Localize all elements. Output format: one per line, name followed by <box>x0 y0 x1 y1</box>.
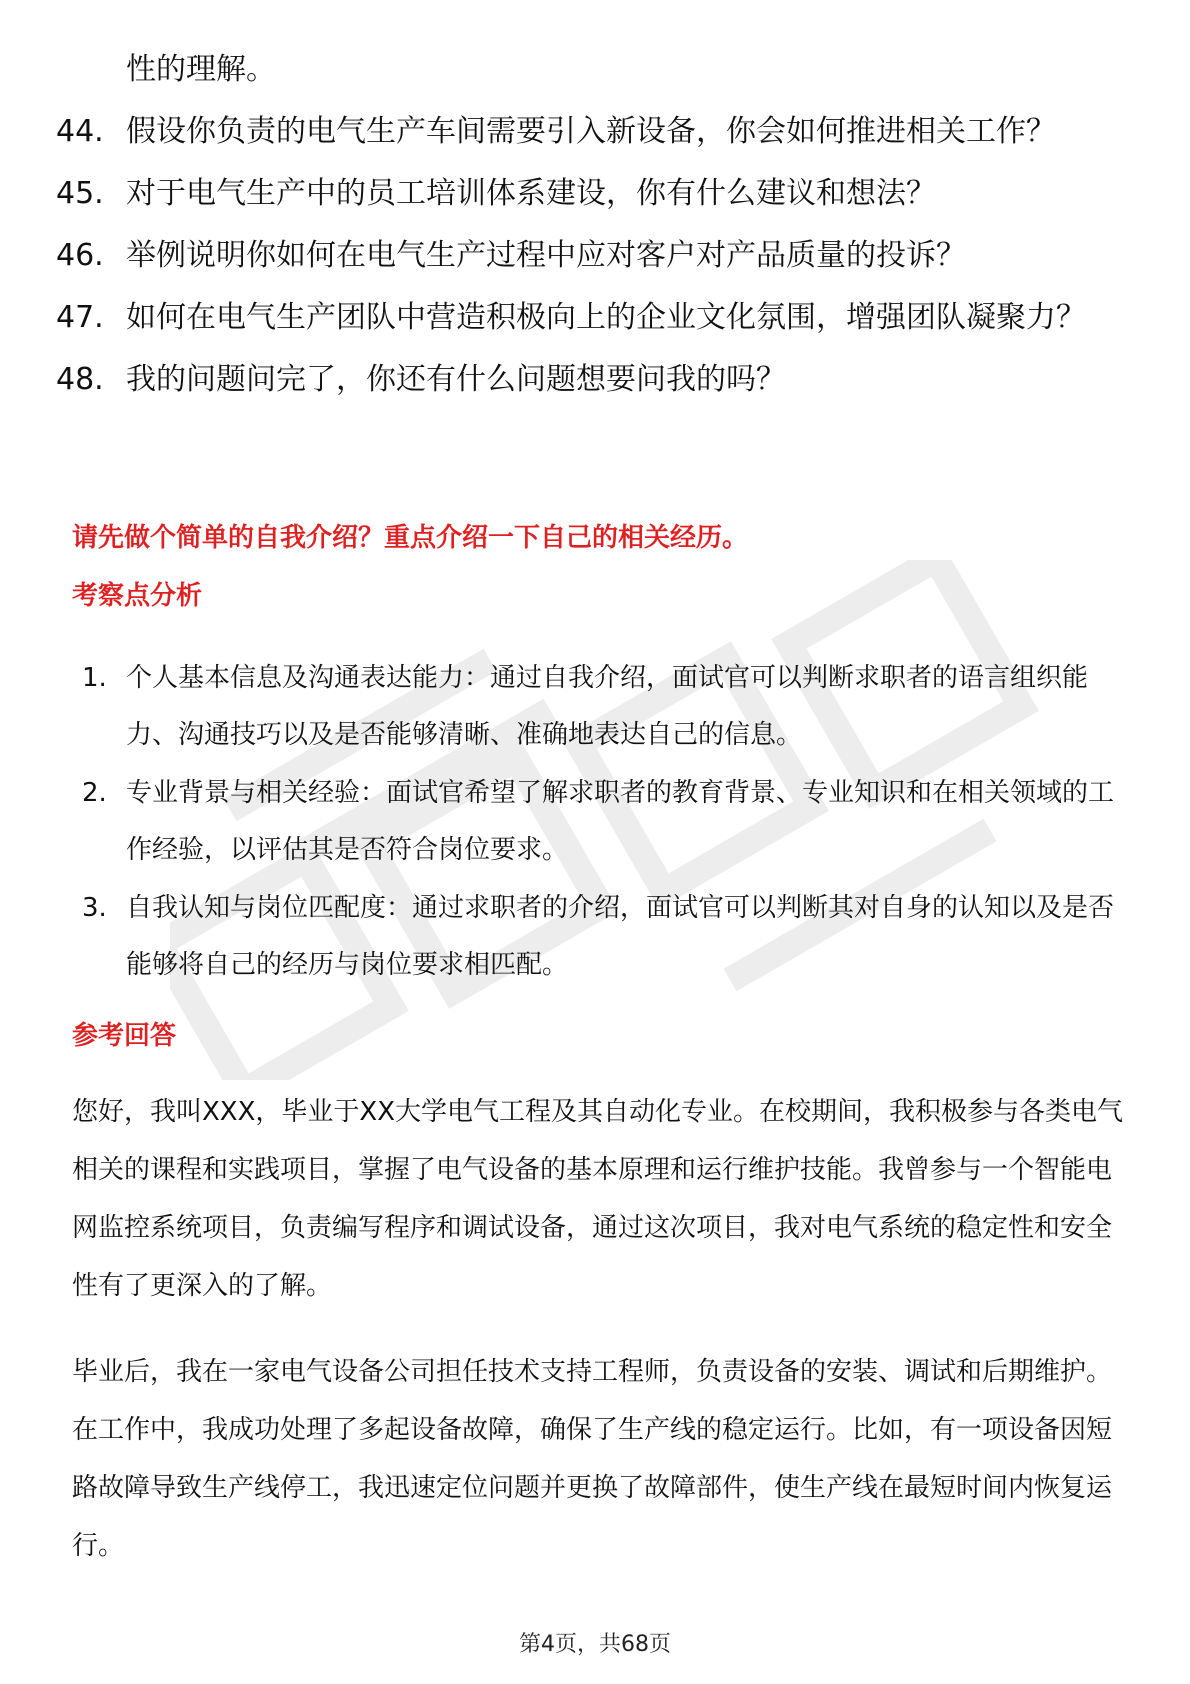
analysis-number: 1. <box>82 663 107 693</box>
analysis-number: 2. <box>82 778 107 808</box>
question-number: 44. <box>56 114 104 149</box>
question-text: 举例说明你如何在电气生产过程中应对客户对产品质量的投诉？ <box>126 238 966 273</box>
question-text: 我的问题问完了，你还有什么问题想要问我的吗？ <box>126 362 786 397</box>
page-number-footer: 第4页，共68页 <box>519 1632 671 1657</box>
analysis-item <box>82 765 1122 879</box>
question-number: 48. <box>56 362 104 397</box>
answer-paragraph: 您好，我叫XXX，毕业于XX大学电气工程及其自动化专业。在校期间，我积极参与各类电气相关的课程和实践项目，掌握了电气设备的基本原理和运行维护技能。我曾参与一个智能电网监控系统项目，负责编写程序和调试设备，通过这次项目，我对电气系统的稳定性和安全性有了更深入的了解。 <box>72 1097 1124 1301</box>
question-text: 如何在电气生产团队中营造积极向上的企业文化氛围，增强团队凝聚力？ <box>126 300 1086 335</box>
analysis-item <box>82 650 1122 764</box>
analysis-item <box>82 880 1122 994</box>
question-number: 45. <box>56 176 104 211</box>
question-continuation: 性的理解。 <box>126 52 276 87</box>
answer-heading: 参考回答 <box>72 1021 177 1051</box>
analysis-list <box>82 650 1122 995</box>
question-item <box>56 236 1116 276</box>
question-text: 对于电气生产中的员工培训体系建设，你有什么建议和想法？ <box>126 176 936 211</box>
question-item <box>56 174 1116 214</box>
question-number: 46. <box>56 238 104 273</box>
question-text: 假设你负责的电气生产车间需要引入新设备，你会如何推进相关工作？ <box>126 114 1056 149</box>
answer-paragraph: 毕业后，我在一家电气设备公司担任技术支持工程师，负责设备的安装、调试和后期维护。在工作中，我成功处理了多起设备故障，确保了生产线的稳定运行。比如，有一项设备因短路故障导致生产线停工，我迅速定位问题并更换了故障部件，使生产线在最短时间内恢复运行。 <box>72 1357 1113 1561</box>
question-number: 47. <box>56 300 104 335</box>
interview-question-heading: 请先做个简单的自我介绍？重点介绍一下自己的相关经历。 <box>72 523 749 553</box>
question-item <box>56 298 1116 338</box>
analysis-text: 个人基本信息及沟通表达能力：通过自我介绍，面试官可以判断求职者的语言组织能力、沟通技巧以及是否能够清晰、准确地表达自己的信息。 <box>126 663 1089 750</box>
question-list <box>56 112 1116 422</box>
analysis-text: 专业背景与相关经验：面试官希望了解求职者的教育背景、专业知识和在相关领域的工作经验，以评估其是否符合岗位要求。 <box>126 778 1115 865</box>
question-item <box>56 360 1116 400</box>
analysis-heading: 考察点分析 <box>72 581 203 611</box>
analysis-text: 自我认知与岗位匹配度：通过求职者的介绍，面试官可以判断其对自身的认知以及是否能够将自己的经历与岗位要求相匹配。 <box>126 893 1115 980</box>
analysis-number: 3. <box>82 893 107 923</box>
question-item <box>56 112 1116 152</box>
